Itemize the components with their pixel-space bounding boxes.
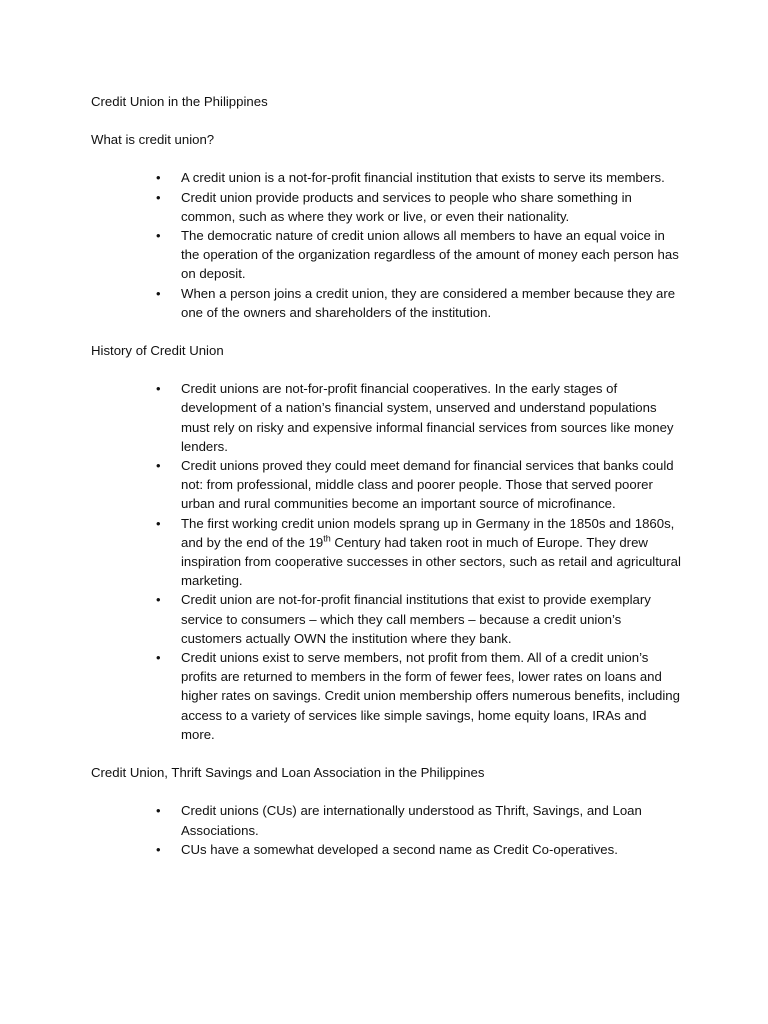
- list-item-text: CUs have a somewhat developed a second name as Credit Co-operatives.: [181, 841, 618, 857]
- list-item-text: Credit union are not-for-profit financial institutions that exist to provide exemplary service to consumers – which they call members – because a credit union’s customers actually OWN the institution where they bank.: [181, 592, 651, 646]
- list-item: [91, 648, 681, 744]
- list-item: [91, 226, 681, 284]
- bullet-icon: •: [156, 170, 161, 186]
- list-item: [91, 168, 681, 187]
- list-item-text: [181, 514, 681, 591]
- bullet-icon: •: [156, 381, 161, 397]
- list-item-text: Credit unions exist to serve members, not profit from them. All of a credit union’s profits are returned to members in the form of fewer fees, lower rates on loans and higher rates on savings. Credit union membership offers numerous benefits, including access to a variety of services like simple savings, home equity loans, IRAs and more.: [181, 650, 680, 742]
- section-heading-thrift: Credit Union, Thrift Savings and Loan Association in the Philippines: [91, 765, 485, 781]
- bullet-list-history: [91, 379, 691, 744]
- document-body: [91, 92, 691, 859]
- list-item: [91, 456, 681, 514]
- text-segment: Century had taken root in much of Europe. They drew inspiration from cooperative successes in other sectors, such as retail and agricultural marketing.: [181, 534, 681, 589]
- bullet-icon: •: [156, 189, 161, 205]
- superscript: th: [323, 533, 331, 544]
- list-item-text: Credit union provide products and services to people who share something in common, such as where they work or live, or even their nationality.: [181, 189, 632, 224]
- bullet-icon: •: [156, 803, 161, 819]
- list-item-text: Credit unions (CUs) are internationally understood as Thrift, Savings, and Loan Associations.: [181, 803, 642, 838]
- section-heading-history: History of Credit Union: [91, 343, 224, 359]
- list-item: [91, 801, 681, 839]
- bullet-icon: •: [156, 841, 161, 857]
- list-item: [91, 284, 681, 322]
- list-item-text: When a person joins a credit union, they are considered a member because they are one of the owners and shareholders of the institution.: [181, 285, 676, 320]
- bullet-list-thrift: [91, 801, 691, 859]
- list-item: [91, 590, 681, 648]
- text-segment: The first working credit union models sprang up in Germany in the 1850s and 1860s, and by the end of the 19: [181, 515, 675, 550]
- section-heading-what-is: What is credit union?: [91, 132, 215, 148]
- list-item: [91, 379, 681, 456]
- list-item-text: Credit unions proved they could meet demand for financial services that banks could not: from professional, middle class and poorer people. Those that served poorer urban and rural communities become an important source of microfinance.: [181, 458, 674, 512]
- list-item: [91, 840, 681, 859]
- bullet-icon: •: [156, 285, 161, 301]
- bullet-icon: •: [156, 650, 161, 666]
- bullet-icon: •: [156, 515, 161, 531]
- bullet-icon: •: [156, 228, 161, 244]
- document-title: Credit Union in the Philippines: [91, 94, 268, 109]
- bullet-icon: •: [156, 458, 161, 474]
- list-item-text: The democratic nature of credit union allows all members to have an equal voice in the operation of the organization regardless of the amount of money each person has on deposit.: [181, 228, 679, 282]
- list-item: [91, 514, 681, 591]
- bullet-icon: •: [156, 592, 161, 608]
- bullet-list-what-is: [91, 168, 691, 322]
- list-item: [91, 188, 681, 226]
- list-item-text: Credit unions are not-for-profit financial cooperatives. In the early stages of development of a nation’s financial system, unserved and understand populations must rely on risky and expensive informal financial services from sources like money lenders.: [181, 381, 674, 454]
- list-item-text: A credit union is a not-for-profit financial institution that exists to serve its members.: [181, 170, 665, 186]
